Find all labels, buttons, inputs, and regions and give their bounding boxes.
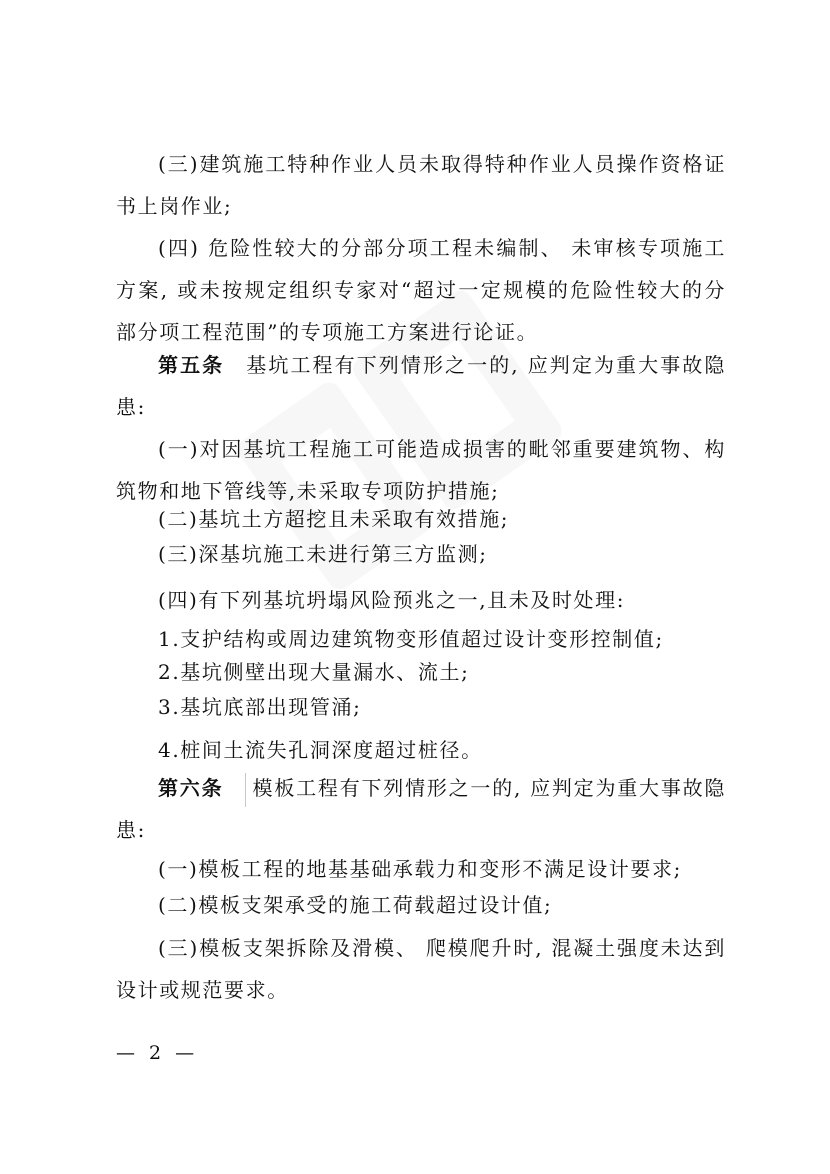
- paragraph-4-dangerous-works: (四) 危险性较大的分部分项工程未编制、 未审核专项施工方案, 或未按规定组织专家对“超过一定规模的危险性较大的分部分项工程范围”的专项施工方案进行论证。: [116, 236, 726, 344]
- article-5-item-2: (二)基坑土方超挖且未采取有效措施;: [158, 507, 510, 531]
- article-5-item-3: (三)深基坑施工未进行第三方监测;: [158, 542, 488, 566]
- paragraph-3-special-workers: (三)建筑施工特种作业人员未取得特种作业人员操作资格证书上岗作业;: [116, 152, 726, 218]
- article-6-text: 模板工程有下列情形之一的, 应判定为重大事故隐患:: [116, 776, 727, 842]
- page-number: — 2 —: [116, 1042, 199, 1064]
- article-6-item-3: (三)模板支架拆除及滑模、 爬模爬升时, 混凝土强度未达到设计或规范要求。: [116, 936, 726, 1002]
- article-6-item-1: (一)模板工程的地基基础承载力和变形不满足设计要求;: [158, 857, 682, 881]
- article-6: [116, 767, 726, 851]
- article-5-subitem-3: 3.基坑底部出现管涌;: [158, 695, 362, 719]
- article-5-item-4: (四)有下列基坑坍塌风险预兆之一,且未及时处理:: [158, 588, 626, 612]
- article-5-item-1: (一)对因基坑工程施工可能造成损害的毗邻重要建筑物、构筑物和地下管线等,未采取专项防护措施;: [116, 437, 726, 503]
- article-5-label: 第五条: [158, 353, 225, 377]
- article-6-label: 第六条: [158, 776, 224, 800]
- article-5: [116, 344, 726, 428]
- article-5-text: 基坑工程有下列情形之一的, 应判定为重大事故隐患:: [116, 353, 726, 419]
- article-5-subitem-1: 1.支护结构或周边建筑物变形值超过设计变形控制值;: [158, 627, 664, 651]
- text-cursor-marker: [245, 773, 246, 807]
- article-5-subitem-2: 2.基坑侧壁出现大量漏水、流土;: [158, 660, 470, 684]
- article-5-subitem-4: 4.桩间土流失孔洞深度超过桩径。: [158, 738, 483, 762]
- article-6-item-2: (二)模板支架承受的施工荷载超过设计值;: [158, 893, 553, 917]
